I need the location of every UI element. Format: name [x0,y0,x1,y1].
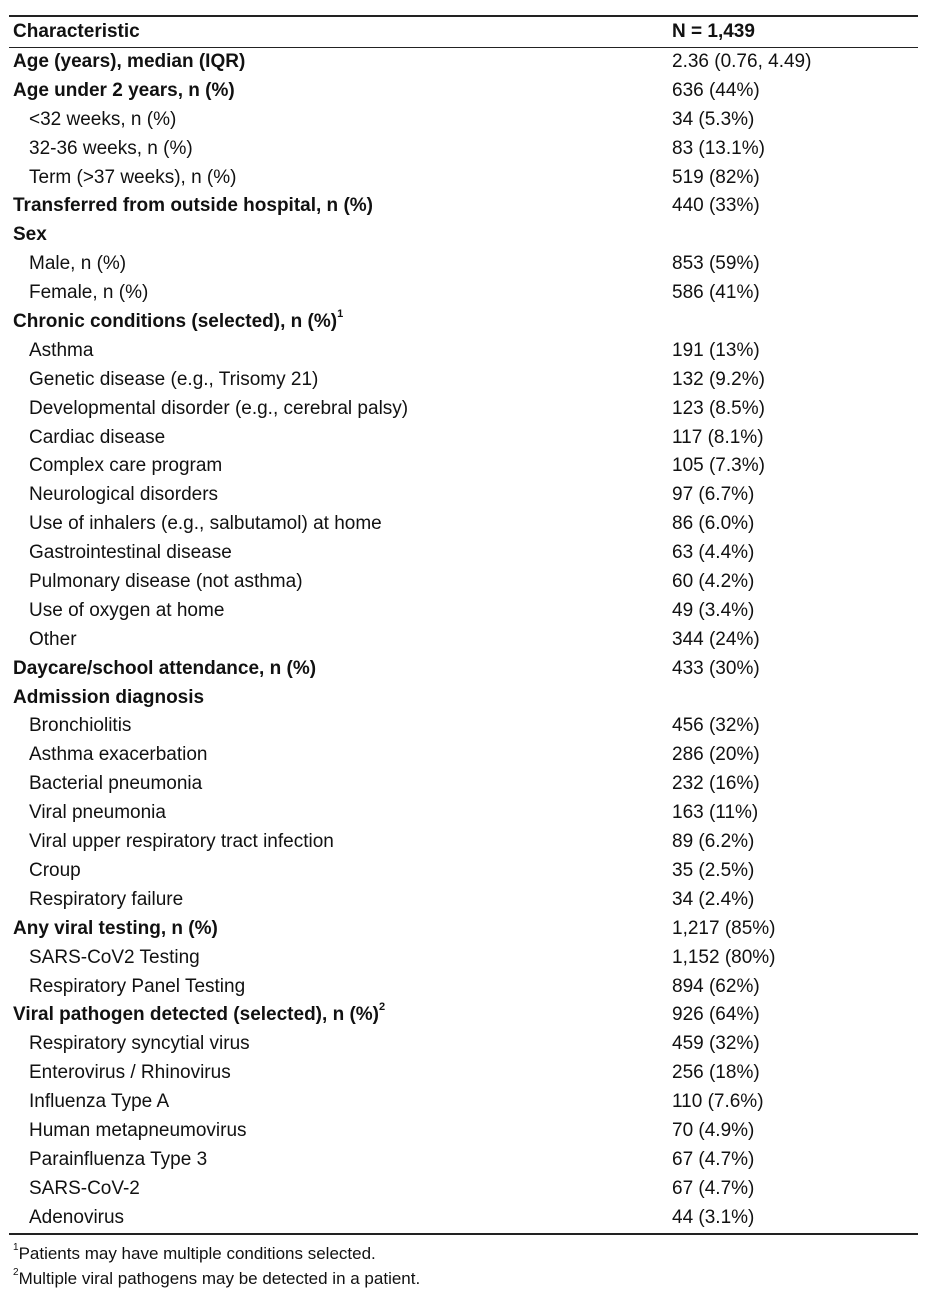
row-label: Respiratory Panel Testing [29,975,246,997]
table-row [9,250,918,279]
row-label: Use of inhalers (e.g., salbutamol) at home [29,513,382,535]
footnote-text: Multiple viral pathogens may be detected in a patient. [18,1269,421,1288]
row-value: 132 (9.2%) [672,368,765,390]
row-label: Term (>37 weeks), n (%) [29,166,237,188]
table-row [9,452,918,481]
table-row [9,192,918,221]
row-characteristic [9,712,672,741]
table-row [9,857,918,886]
row-characteristic [9,366,672,395]
row-label: SARS-CoV2 Testing [29,946,200,968]
row-label: Pulmonary disease (not asthma) [29,571,303,593]
table-row [9,568,918,597]
table-row [9,481,918,510]
row-value: 63 (4.4%) [672,542,755,564]
table-row [9,886,918,915]
row-label: 32-36 weeks, n (%) [29,137,193,159]
row-value: 586 (41%) [672,282,760,304]
table-row [9,106,918,135]
row-label: Developmental disorder (e.g., cerebral palsy) [29,397,409,419]
table-row [9,655,918,684]
table-row [9,1088,918,1117]
row-label: Asthma exacerbation [29,744,208,766]
row-label: Cardiac disease [29,426,166,448]
table-row [9,366,918,395]
row-label: Neurological disorders [29,484,219,506]
table-row [9,1030,918,1059]
footnote-marker: 1 [13,1242,19,1254]
row-label: Complex care program [29,455,223,477]
footnote-2 [13,1266,420,1291]
row-characteristic [9,655,672,684]
row-label: Adenovirus [29,1206,125,1228]
row-characteristic [9,106,672,135]
row-label: Chronic conditions (selected), n (%) [13,311,338,333]
row-characteristic [9,279,672,308]
row-value: 86 (6.0%) [672,513,755,535]
row-characteristic [9,77,672,106]
row-value: 67 (4.7%) [672,1148,755,1170]
row-characteristic [9,395,672,424]
table-row [9,944,918,973]
row-label: Gastrointestinal disease [29,542,232,564]
row-characteristic [9,192,672,221]
row-value: 191 (13%) [672,339,760,361]
row-characteristic [9,857,672,886]
row-label: Female, n (%) [29,282,149,304]
table-row [9,770,918,799]
row-label: Bronchiolitis [29,715,132,737]
footnote-reference: 1 [337,307,344,320]
row-label: Viral upper respiratory tract infection [29,831,334,853]
row-value: 83 (13.1%) [672,137,765,159]
row-characteristic [9,308,672,337]
row-characteristic [9,1030,672,1059]
table-row [9,164,918,193]
row-label: Use of oxygen at home [29,599,225,621]
table-row [9,828,918,857]
footnotes [13,1241,420,1291]
table-row [9,135,918,164]
table-body [9,48,918,1233]
row-value: 344 (24%) [672,628,760,650]
row-value: 97 (6.7%) [672,484,755,506]
table-row [9,337,918,366]
row-label: Enterovirus / Rhinovirus [29,1062,231,1084]
row-characteristic [9,424,672,453]
row-characteristic [9,626,672,655]
footnote-reference: 2 [379,1001,386,1014]
row-value: 894 (62%) [672,975,760,997]
row-value: 853 (59%) [672,253,760,275]
row-characteristic [9,684,672,713]
row-label: Influenza Type A [29,1091,170,1113]
row-value: 1,217 (85%) [672,917,776,939]
row-value: 1,152 (80%) [672,946,776,968]
table-row [9,279,918,308]
table-row [9,741,918,770]
table-row [9,221,918,250]
row-value: 232 (16%) [672,773,760,795]
row-characteristic [9,48,672,77]
row-characteristic [9,221,672,250]
row-characteristic [9,1175,672,1204]
row-value: 519 (82%) [672,166,760,188]
row-value: 49 (3.4%) [672,599,755,621]
table-row [9,1175,918,1204]
footnote-text: Patients may have multiple conditions selected. [18,1244,376,1263]
row-value: 34 (2.4%) [672,888,755,910]
row-characteristic [9,1146,672,1175]
table-row [9,395,918,424]
row-label: Croup [29,859,81,881]
row-value: 89 (6.2%) [672,831,755,853]
row-value: 70 (4.9%) [672,1119,755,1141]
row-value: 2.36 (0.76, 4.49) [672,51,812,72]
row-characteristic [9,886,672,915]
row-label: Parainfluenza Type 3 [29,1148,208,1170]
row-value: 256 (18%) [672,1062,760,1084]
row-label: Any viral testing, n (%) [13,917,218,939]
row-characteristic [9,597,672,626]
table-row [9,510,918,539]
row-characteristic [9,452,672,481]
row-label: Genetic disease (e.g., Trisomy 21) [29,368,319,390]
row-characteristic [9,481,672,510]
table-row [9,1001,918,1030]
row-characteristic [9,135,672,164]
row-label: Sex [13,224,47,246]
table-row [9,1117,918,1146]
row-characteristic [9,741,672,770]
row-label: Human metapneumovirus [29,1119,247,1141]
row-characteristic [9,539,672,568]
table-row [9,1059,918,1088]
row-label: Transferred from outside hospital, n (%) [13,195,373,217]
row-value: 44 (3.1%) [672,1206,755,1228]
row-value: 105 (7.3%) [672,455,765,477]
table-row [9,712,918,741]
row-characteristic [9,1088,672,1117]
row-label: SARS-CoV-2 [29,1177,140,1199]
row-label: Bacterial pneumonia [29,773,203,795]
row-characteristic [9,164,672,193]
row-label: Other [29,628,77,650]
row-label: Admission diagnosis [13,686,205,708]
row-value: 35 (2.5%) [672,859,755,881]
table-row [9,597,918,626]
row-characteristic [9,915,672,944]
row-value: 110 (7.6%) [672,1091,764,1113]
row-characteristic [9,828,672,857]
row-label: Respiratory syncytial virus [29,1033,250,1055]
row-label: Age under 2 years, n (%) [13,79,235,101]
row-value: 440 (33%) [672,195,760,217]
row-label: Viral pathogen detected (selected), n (%) [13,1004,380,1026]
row-label: <32 weeks, n (%) [29,108,177,130]
header-n-total: N = 1,439 [672,21,755,42]
row-characteristic [9,510,672,539]
header-characteristic: Characteristic [13,21,140,42]
row-characteristic [9,770,672,799]
table-row [9,915,918,944]
row-label: Age (years), median (IQR) [13,51,246,72]
row-characteristic [9,1117,672,1146]
table-row [9,77,918,106]
row-label: Daycare/school attendance, n (%) [13,657,317,679]
row-value: 926 (64%) [672,1004,760,1026]
row-value: 60 (4.2%) [672,571,755,593]
row-value: 459 (32%) [672,1033,760,1055]
row-characteristic [9,337,672,366]
row-label: Respiratory failure [29,888,184,910]
row-value: 636 (44%) [672,79,760,101]
table-row [9,799,918,828]
footnote-1 [13,1241,420,1266]
row-characteristic [9,973,672,1002]
row-characteristic [9,1204,672,1233]
row-label: Asthma [29,339,94,361]
row-characteristic [9,1059,672,1088]
row-value: 433 (30%) [672,657,760,679]
row-value: 456 (32%) [672,715,760,737]
row-value: 123 (8.5%) [672,397,765,419]
row-value: 163 (11%) [672,802,759,824]
table-bottom-rule [9,1233,918,1235]
table-row [9,308,918,337]
table-row [9,1146,918,1175]
table-row [9,1204,918,1233]
characteristics-table [9,15,918,1235]
row-characteristic [9,250,672,279]
row-value: 117 (8.1%) [672,426,764,448]
row-value: 67 (4.7%) [672,1177,755,1199]
row-value: 34 (5.3%) [672,108,755,130]
table-row [9,973,918,1002]
table-row [9,48,918,77]
table-row [9,626,918,655]
footnote-marker: 2 [13,1267,19,1279]
table-row [9,424,918,453]
row-characteristic [9,944,672,973]
row-characteristic [9,799,672,828]
table-row [9,684,918,713]
table-row [9,539,918,568]
row-label: Viral pneumonia [29,802,166,824]
row-characteristic [9,1001,672,1030]
row-characteristic [9,568,672,597]
table-header-row [9,17,918,47]
row-value: 286 (20%) [672,744,760,766]
row-label: Male, n (%) [29,253,127,275]
